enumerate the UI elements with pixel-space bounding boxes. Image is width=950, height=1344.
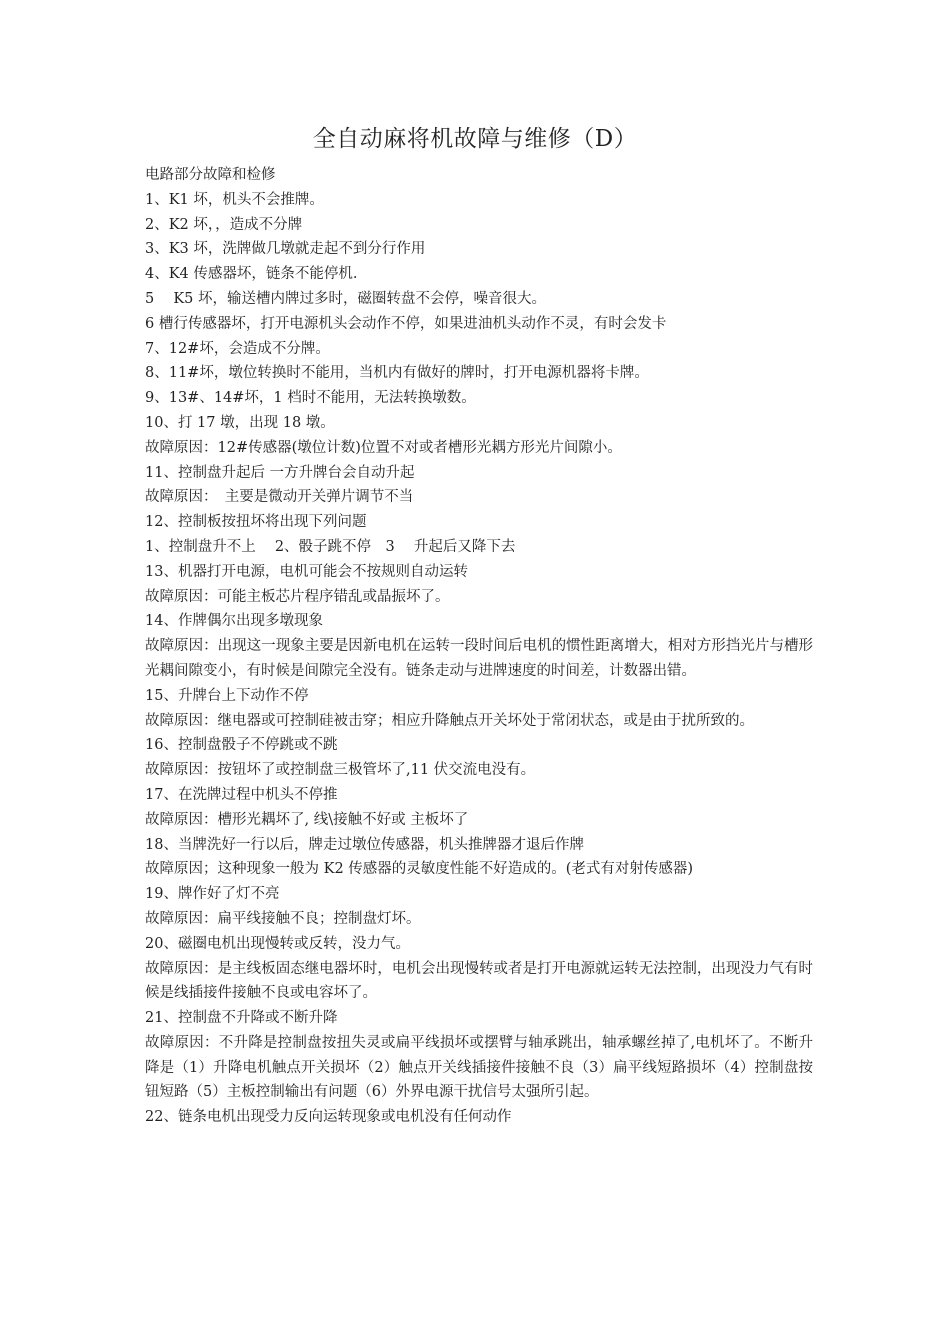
text-line: 故障原因：按钮坏了或控制盘三极管坏了,11 伏交流电没有。 [145,762,536,779]
text-paragraph: 故障原因：继电器或可控制硅被击穿；相应升降触点开关坏处于常闭状态，或是由于扰所致的。 [145,712,754,729]
section-heading: 电路部分故障和检修 [145,167,276,183]
text-line: 12、控制板按扭坏将出现下列问题 [145,514,367,531]
text-line: 故障原因：扁平线接触不良；控制盘灯坏。 [145,910,421,927]
text-line: 故障原因：槽形光耦坏了, 线\接触不好或 主板坏了 [145,811,469,828]
text-line: 14、作牌偶尔出现多墩现象 [145,613,323,630]
text-line: 22、链条电机出现受力反向运转现象或电机没有任何动作 [145,1109,512,1126]
text-line: 故障原因；这种现象一般为 K2 传感器的灵敏度性能不好造成的。(老式有对射传感器) [145,861,694,878]
text-line: 1、控制盘升不上 2、骰子跳不停 3 升起后又降下去 [145,538,516,555]
text-line: 6 槽行传感器坏，打开电源机头会动作不停，如果进油机头动作不灵，有时会发卡 [145,315,667,332]
text-line: 21、控制盘不升降或不断升降 [145,1010,338,1027]
text-line: 15、升牌台上下动作不停 [145,687,309,704]
text-line: 16、控制盘骰子不停跳或不跳 [145,737,338,754]
text-paragraph: 故障原因：不升降是控制盘按扭失灵或扁平线损坏或摆臂与轴承跳出，轴承螺丝掉了,电机坏了。不断升降是（1）升降电机触点开关损坏（2）触点开关线插接件接触不良（3）扁平线短路损坏（4）控制盘按钮短路（5）主板控制输出有问题（6）外界电源干扰信号太强所引起。 [145,1034,813,1101]
text-line: 18、当牌洗好一行以后，牌走过墩位传感器，机头推牌器才退后作牌 [145,836,584,853]
text-line: 11、控制盘升起后 一方升牌台会自动升起 [145,464,415,481]
text-line: 10、打 17 墩，出现 18 墩。 [145,414,335,431]
text-line: 13、机器打开电源，电机可能会不按规则自动运转 [145,563,468,580]
text-line: 20、磁圈电机出现慢转或反转，没力气。 [145,935,410,952]
text-line: 1、K1 坏，机头不会推牌。 [145,191,324,208]
text-line: 2、K2 坏，，造成不分牌 [145,216,303,233]
text-line: 4、K4 传感器坏，链条不能停机. [145,266,358,283]
text-paragraph: 故障原因：出现这一现象主要是因新电机在运转一段时间后电机的惯性距离增大，相对方形挡光片与槽形光耦间隙变小，有时候是间隙完全没有。链条走动与进牌速度的时间差，计数器出错。 [145,638,813,679]
text-line: 故障原因：可能主板芯片程序错乱或晶振坏了。 [145,588,450,605]
document-body [145,163,813,1130]
text-line: 5 K5 坏，输送槽内牌过多时，磁圈转盘不会停，噪音很大。 [145,290,546,307]
text-paragraph: 故障原因：是主线板固态继电器坏时，电机会出现慢转或者是打开电源就运转无法控制，出现没力气有时候是线插接件接触不良或电容坏了。 [145,960,813,1002]
text-line: 8、11#坏，墩位转换时不能用，当机内有做好的牌时，打开电源机器将卡牌。 [145,365,649,382]
text-line: 3、K3 坏，洗牌做几墩就走起不到分行作用 [145,241,426,258]
text-line: 17、在洗牌过程中机头不停推 [145,786,338,803]
text-line: 故障原因： 主要是微动开关弹片调节不当 [145,489,414,506]
text-line: 9、13#、14#坏，1 档时不能用，无法转换墩数。 [145,390,476,407]
page-title: 全自动麻将机故障与维修（D） [312,126,638,152]
text-line: 7、12#坏，会造成不分牌。 [145,340,330,357]
text-line: 19、牌作好了灯不亮 [145,886,280,903]
text-line: 故障原因：12#传感器(墩位计数)位置不对或者槽形光耦方形光片间隙小。 [145,439,622,456]
